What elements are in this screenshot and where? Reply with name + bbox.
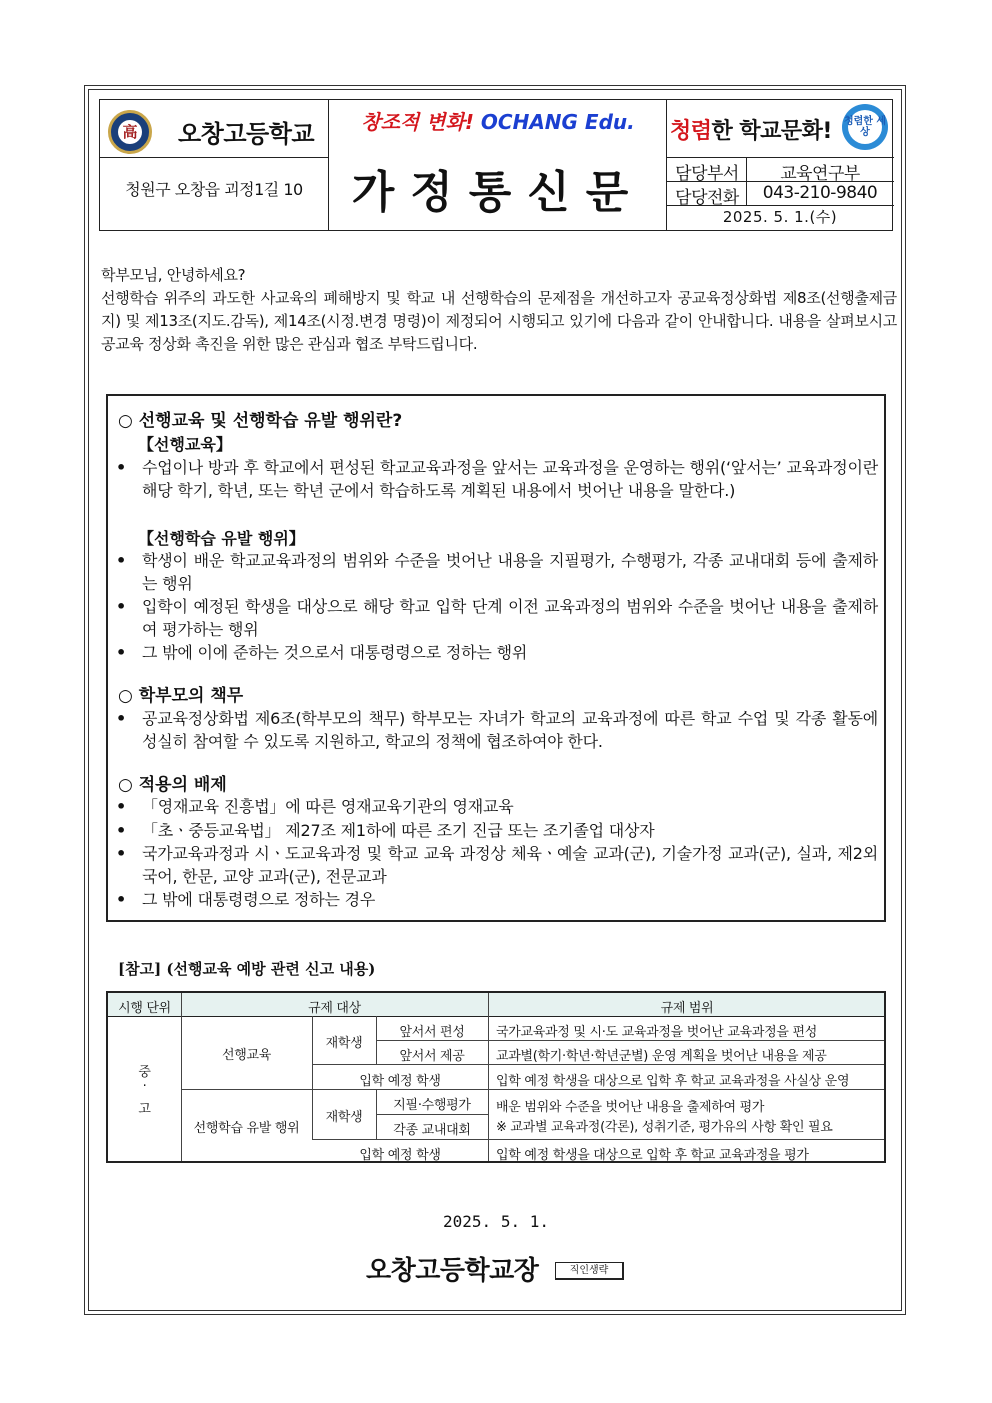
school-logo-icon: 高 [108,110,152,154]
footer-date: 2025. 5. 1. [443,1212,549,1231]
reference-title: [참고] (선행교육 예방 관련 신고 내용) [118,960,376,978]
table-cell: 재학생 [325,1036,363,1051]
phone-value: 043-210-9840 [762,183,878,203]
integrity-mascot-icon: 청렴한 세상 [842,104,888,150]
list-item: • 그 밖에 대통령령으로 정하는 경우 [116,890,376,909]
school-address: 청원구 오창읍 괴정1길 10 [125,180,303,199]
table-cell: 입학 예정 학생을 대상으로 입학 후 학교 교육과정을 사실상 운영 [496,1074,850,1089]
list-item: • 학생이 배운 학교교육과정의 범위와 수준을 벗어난 내용을 지필평가, 수행평가, 각종 교내대회 등에 출제하는 행위 [116,551,878,593]
table-cell: 앞서서 편성 [399,1025,465,1040]
list-item: • 입학이 예정된 학생을 대상으로 해당 학교 입학 단계 이전 교육과정의 범위와 수준을 벗어난 내용을 출제하여 평가하는 행위 [116,597,878,639]
phone-label: 담당전화 [675,188,739,208]
column-header-scope: 규제 범위 [660,1001,714,1016]
page-title: 가정통신문 [351,167,645,218]
letter-header [99,99,893,231]
greeting: 학부모님, 안녕하세요? [101,266,246,284]
table-cell: 입학 예정 학생을 대상으로 입학 후 학교 교육과정을 평가 [496,1148,809,1163]
reference-table [106,991,886,1163]
slogan: 창조적 변화! OCHANG Edu. [361,110,635,134]
issue-date: 2025. 5. 1.(수) [722,208,838,226]
list-item: • 공교육정상화법 제6조(학부모의 책무) 학부모는 자녀가 학교의 교육과정에 따른 학교 수업 및 각종 활동에 성실히 참여할 수 있도록 지원하고, 학교의 정책에 협조하여야 한다. [116,709,878,751]
list-item: • 「초ㆍ중등교육법」 제27조 제1하에 따른 조기 진급 또는 조기졸업 대상자 [116,821,655,840]
unit-cell: 중 [138,1065,151,1080]
table-cell: 재학생 [325,1110,363,1125]
column-header-unit: 시행 단위 [118,1001,171,1016]
principal-signature: 오창고등학교장 [366,1256,539,1286]
list-item: • 그 밖에 이에 준하는 것으로서 대통령령으로 정하는 행위 [116,643,528,662]
table-cell: 앞서서 제공 [399,1049,465,1064]
dept-label: 담당부서 [675,164,739,184]
subheading-advance-education: 【선행교육】 [138,435,232,454]
table-cell: 지필·수행평가 [393,1098,471,1113]
list-item: • 「영재교육 진흥법」에 따른 영재교육기관의 영재교육 [116,797,514,816]
unit-cell: 고 [138,1102,151,1117]
table-cell: 국가교육과정 및 시·도 교육과정을 벗어난 교육과정을 편성 [496,1025,818,1040]
section-title-parent-duty: ○ 학부모의 책무 [118,686,244,706]
section-title-exclusion: ○ 적용의 배제 [118,775,227,795]
table-cell: ※ 교과별 교육과정(각론), 성취기준, 평가유의 사항 확인 필요 [496,1120,833,1135]
subheading-inducing-act: 【선행학습 유발 행위】 [138,529,305,548]
unit-cell: · [142,1079,147,1094]
list-item: • 국가교육과정과 시ㆍ도교육과정 및 학교 교육 과정상 체육ㆍ예술 교과(군), 기술가정 교과(군), 실과, 제2외국어, 한문, 교양 교과(군), 전문교과 [116,844,878,886]
table-cell: 입학 예정 학생 [359,1148,441,1163]
info-box [106,394,886,922]
table-cell: 배운 범위와 수준을 벗어난 내용을 출제하여 평가 [496,1100,765,1115]
official-seal-omitted: 직인생략 [555,1262,624,1280]
table-cell: 선행학습 유발 행위 [193,1121,300,1136]
table-cell: 각종 교내대회 [393,1123,471,1138]
intro-text [101,264,897,356]
table-cell: 교과별(학기·학년·학년군별) 운영 계획을 벗어난 내용을 제공 [496,1049,827,1064]
table-cell: 선행교육 [221,1048,272,1063]
table-cell: 입학 예정 학생 [359,1074,441,1089]
dept-value: 교육연구부 [780,164,860,184]
intro-body: 선행학습 위주의 과도한 사교육의 폐해방지 및 학교 내 선행학습의 문제점을 개선하고자 공교육정상화법 제8조(선행출제금지) 및 제13조(지도.감독), 제14조(시정.변경 명령)이 제정되어 시행되고 있기에 다음과 같이 안내합니다. 내용을 살펴보시고 공교육 정상화 촉진을 위한 많은 관심과 협조 부탁드립니다. [101,289,897,353]
list-item: • 수업이나 방과 후 학교에서 편성된 학교교육과정을 앞서는 교육과정을 운영하는 행위(‘앞서는’ 교육과정이란 해당 학기, 학년, 또는 학년 군에서 학습하도록 계획된 내용에서 벗어난 내용을 말한다.) [116,458,878,500]
section-title-advance: ○ 선행교육 및 선행학습 유발 행위란? [118,411,403,431]
school-name: 오창고등학교 [178,120,315,148]
column-header-target: 규제 대상 [308,1001,361,1016]
integrity-slogan: 청렴한 학교문화! [670,119,832,144]
